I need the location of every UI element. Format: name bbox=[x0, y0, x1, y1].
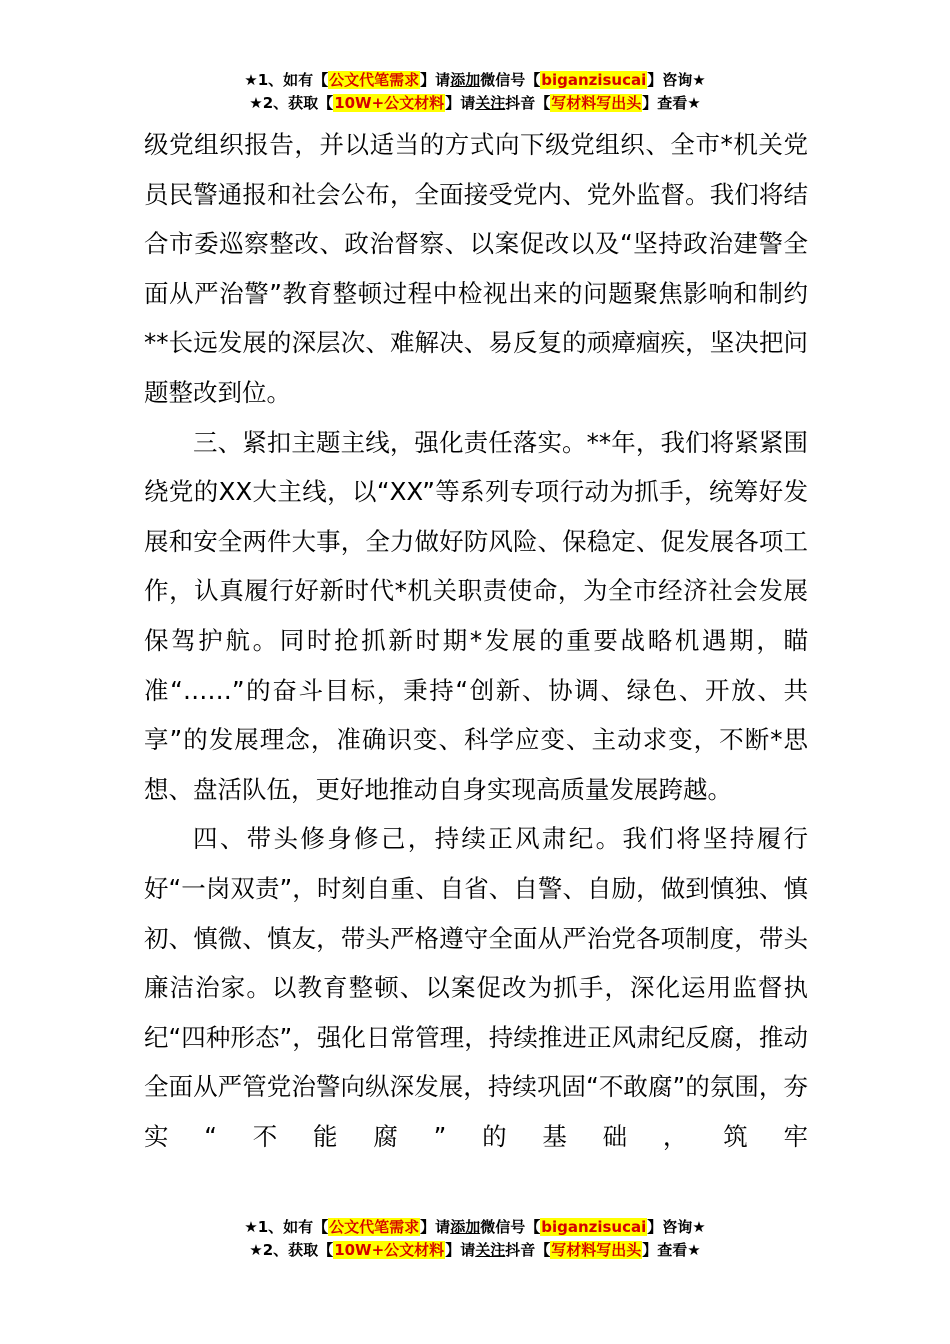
banner-text: ★2、获取【 bbox=[249, 94, 334, 112]
banner-emphasis: 添加 bbox=[450, 71, 481, 89]
banner-highlight: 10W+公文材料 bbox=[334, 94, 445, 112]
banner-text: 】咨询★ bbox=[647, 71, 706, 89]
banner-text: 抖音【 bbox=[505, 1241, 551, 1259]
banner-emphasis: 添加 bbox=[450, 1218, 481, 1236]
document-body bbox=[144, 120, 808, 1161]
banner-wechat-id: biganzisucai bbox=[541, 1218, 647, 1236]
paragraph-section-four: 四、带头修身修己，持续正风肃纪。我们将坚持履行好“一岗双责”，时刻自重、自省、自警、自励，做到慎独、慎初、慎微、慎友，带头严格遵守全面从严治党各项制度，带头廉洁治家。以教育整顿、以案促改为抓手，深化运用监督执纪“四种形态”，强化日常管理，持续推进正风肃纪反腐，推动全面从严管党治警向纵深发展，持续巩固“不敢腐”的氛围，夯实“不能腐”的基础，筑牢 bbox=[144, 824, 808, 1151]
banner-douyin-id: 写材料写出头 bbox=[551, 94, 642, 112]
banner-douyin-id: 写材料写出头 bbox=[551, 1241, 642, 1259]
banner-text: 】请 bbox=[420, 71, 451, 89]
banner-text: 】请 bbox=[445, 94, 476, 112]
banner-text: 微信号【 bbox=[480, 1218, 541, 1236]
footer-banner bbox=[0, 1216, 950, 1262]
banner-text: ★1、如有【 bbox=[244, 1218, 329, 1236]
banner-text: 】查看★ bbox=[642, 1241, 701, 1259]
banner-emphasis: 关注 bbox=[475, 1241, 506, 1259]
header-banner bbox=[0, 69, 950, 115]
footer-banner-line-2 bbox=[0, 1239, 950, 1262]
paragraph-section-three: 三、紧扣主题主线，强化责任落实。**年，我们将紧紧围绕党的XX大主线，以“XX”等系列专项行动为抓手，统筹好发展和安全两件大事，全力做好防风险、保稳定、促发展各项工作，认真履行好新时代*机关职责使命，为全市经济社会发展保驾护航。同时抢抓新时期*发展的重要战略机遇期，瞄准“……”的奋斗目标，秉持“创新、协调、绿色、开放、共享”的发展理念，准确识变、科学应变、主动求变，不断*思想、盘活队伍，更好地推动自身实现高质量发展跨越。 bbox=[144, 427, 808, 804]
banner-text: ★2、获取【 bbox=[249, 1241, 334, 1259]
header-banner-line-1 bbox=[0, 69, 950, 92]
banner-highlight: 10W+公文材料 bbox=[334, 1241, 445, 1259]
banner-text: 】请 bbox=[420, 1218, 451, 1236]
header-banner-line-2 bbox=[0, 92, 950, 115]
paragraph-continuation: 级党组织报告，并以适当的方式向下级党组织、全市*机关党员民警通报和社会公布，全面接受党内、党外监督。我们将结合市委巡察整改、政治督察、以案促改以及“坚持政治建警全面从严治警”教育整顿过程中检视出来的问题聚焦影响和制约**长远发展的深层次、难解决、易反复的顽瘴痼疾，坚决把问题整改到位。 bbox=[144, 130, 808, 407]
banner-text: 】查看★ bbox=[642, 94, 701, 112]
banner-text: 】咨询★ bbox=[647, 1218, 706, 1236]
banner-text: 微信号【 bbox=[480, 71, 541, 89]
banner-text: 抖音【 bbox=[505, 94, 551, 112]
banner-highlight: 公文代笔需求 bbox=[329, 1218, 420, 1236]
banner-text: 】请 bbox=[445, 1241, 476, 1259]
banner-text: ★1、如有【 bbox=[244, 71, 329, 89]
banner-highlight: 公文代笔需求 bbox=[329, 71, 420, 89]
footer-banner-line-1 bbox=[0, 1216, 950, 1239]
banner-wechat-id: biganzisucai bbox=[541, 71, 647, 89]
banner-emphasis: 关注 bbox=[475, 94, 506, 112]
